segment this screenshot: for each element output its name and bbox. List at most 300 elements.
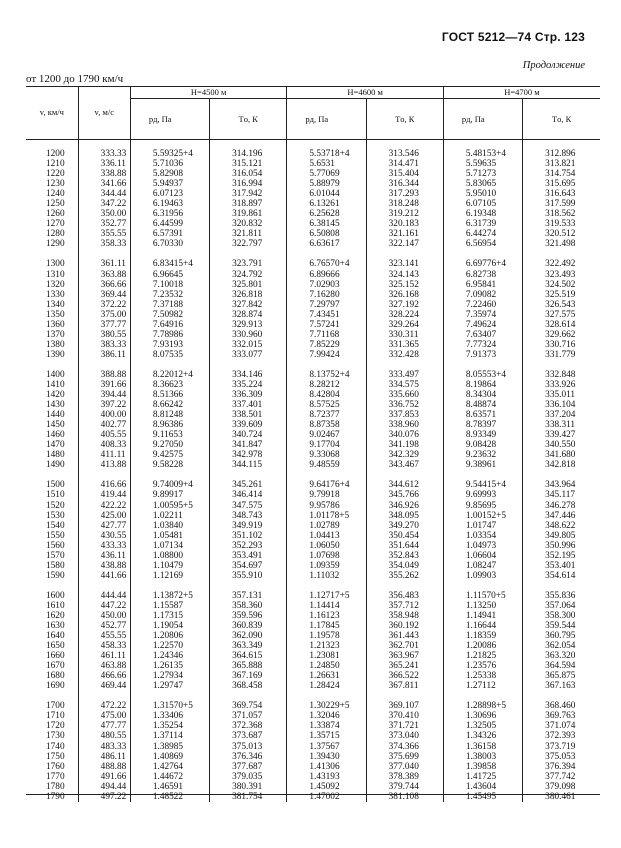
cell-temperature-h4700: 341.680 [545,450,576,461]
table-row [26,239,600,249]
table-row [26,681,600,691]
cell-temperature-h4700: 333.926 [545,379,576,390]
cell-temperature-h4600: 331.365 [366,340,443,350]
cell-pressure-h4700: 7.49624 [443,320,522,330]
cell-speed-ms: 333.33 [78,149,130,159]
table-row [26,762,600,772]
cell-temperature-h4600: 335.660 [366,390,443,400]
cell-speed-kmh: 1560 [26,541,78,551]
cell-temperature-h4700: 377.742 [545,771,576,782]
cell-speed-kmh: 1210 [26,159,78,169]
cell-speed-kmh: 1590 [26,571,78,581]
cell-pressure-h4500: 7.78986 [130,330,209,340]
cell-temperature-h4600: 371.721 [366,721,443,731]
cell-pressure-h4500: 1.02211 [130,511,209,521]
block-spacer [26,470,600,480]
cell-speed-ms: 391.66 [78,380,130,390]
cell-temperature-h4500: 330.960 [210,330,287,340]
cell-pressure-h4500: 6.07123 [130,189,209,199]
cell-temperature-h4600: 367.811 [366,681,443,691]
cell-temperature-h4500: 364.615 [210,651,287,661]
cell-pressure-h4500: 6.57391 [130,229,209,239]
cell-temperature-h4700: 354.614 [545,570,576,581]
cell-pressure-h4600: 1.32046 [287,711,366,721]
cell-temperature-h4500: 359.596 [210,611,287,621]
cell-speed-kmh: 1680 [26,671,78,681]
cell-temperature-h4500: 375.013 [210,742,287,752]
cell-temperature-h4700: 379.098 [545,781,576,792]
cell-temperature-h4500: 368.458 [210,681,287,691]
cell-speed-kmh: 1450 [26,420,78,430]
cell-temperature-h4700: 350.996 [545,540,576,551]
cell-temperature-h4500: 335.224 [210,380,287,390]
cell-temperature-h4600: 328.224 [366,310,443,320]
cell-temperature-h4700: 360.795 [545,631,576,642]
cell-speed-ms: 377.77 [78,320,130,330]
cell-temperature-h4500: 369.754 [210,701,287,711]
cell-speed-kmh: 1500 [26,480,78,490]
cell-pressure-h4700: 5.95010 [443,189,522,199]
cell-speed-ms: 338.88 [78,169,130,179]
cell-pressure-h4700: 9.38961 [443,460,522,470]
cell-pressure-h4700: 1.09903 [443,571,522,581]
cell-speed-ms: 486.11 [78,752,130,762]
cell-speed-ms: 336.11 [78,159,130,169]
block-spacer [26,581,600,591]
cell-temperature-h4700: 372.393 [545,731,576,742]
cell-pressure-h4700: 1.04973 [443,541,522,551]
cell-pressure-h4600: 1.16123 [287,611,366,621]
cell-temperature-h4600: 366.522 [366,671,443,681]
cell-pressure-h4500: 7.50982 [130,310,209,320]
cell-pressure-h4600: 1.39430 [287,752,366,762]
cell-temperature-h4600: 379.744 [366,782,443,792]
cell-temperature-h4700: 369.763 [545,711,576,722]
cell-speed-ms: 375.00 [78,310,130,320]
cell-temperature-h4600: 334.575 [366,380,443,390]
cell-pressure-h4600: 1.28424 [287,681,366,691]
cell-temperature-h4600: 354.049 [366,561,443,571]
cell-temperature-h4500: 316.994 [210,179,287,189]
cell-speed-kmh: 1320 [26,280,78,290]
cell-temperature-h4500: 365.888 [210,661,287,671]
cell-pressure-h4500: 1.05481 [130,531,209,541]
cell-pressure-h4700: 8.93349 [443,430,522,440]
cell-speed-ms: 361.11 [78,259,130,269]
cell-temperature-h4500: 377.687 [210,762,287,772]
cell-temperature-h4700: 315.695 [545,179,576,190]
cell-pressure-h4700: 6.19348 [443,209,522,219]
cell-pressure-h4700: 7.35974 [443,310,522,320]
cell-speed-kmh: 1670 [26,661,78,671]
cell-speed-kmh: 1220 [26,169,78,179]
cell-pressure-h4500: 6.44599 [130,219,209,229]
cell-temperature-h4700: 324.502 [545,279,576,290]
cell-temperature-h4600: 357.712 [366,601,443,611]
cell-pressure-h4600: 1.12717+5 [287,591,366,601]
table-row [26,290,600,300]
cell-pressure-h4600: 7.43451 [287,310,366,320]
cell-speed-kmh: 1530 [26,511,78,521]
cell-pressure-h4600: 9.02467 [287,430,366,440]
cell-speed-kmh: 1730 [26,731,78,741]
cell-pressure-h4500: 5.59325+4 [130,149,209,159]
cell-temperature-h4600: 337.853 [366,410,443,420]
cell-speed-kmh: 1270 [26,219,78,229]
cell-temperature-h4500: 328.874 [210,310,287,320]
cell-speed-kmh: 1390 [26,350,78,360]
cell-temperature-h4500: 354.697 [210,561,287,571]
cell-pressure-h4600: 1.19578 [287,631,366,641]
cell-pressure-h4600: 6.13261 [287,199,366,209]
block-spacer [26,691,600,701]
cell-pressure-h4600: 1.23081 [287,651,366,661]
cell-pressure-h4600: 1.37567 [287,742,366,752]
block-spacer [26,360,600,370]
cell-temperature-h4700: 357.064 [545,600,576,611]
cell-temperature-h4700: 330.716 [545,339,576,350]
cell-temperature-h4500: 315.121 [210,159,287,169]
cell-speed-ms: 427.77 [78,521,130,531]
cell-temperature-h4600: 330.311 [366,330,443,340]
cell-speed-ms: 447.22 [78,601,130,611]
cell-pressure-h4600: 5.53718+4 [287,149,366,159]
cell-pressure-h4500: 1.26135 [130,661,209,671]
table-row [26,511,600,521]
cell-speed-ms: 388.88 [78,370,130,380]
cell-speed-ms: 483.33 [78,742,130,752]
cell-pressure-h4500: 1.24346 [130,651,209,661]
column-header-pressure: pд, Па [130,99,209,140]
cell-temperature-h4700: 326.543 [545,299,576,310]
cell-pressure-h4600: 7.16280 [287,290,366,300]
cell-speed-ms: 405.55 [78,430,130,440]
cell-temperature-h4500: 332.015 [210,340,287,350]
cell-speed-kmh: 1770 [26,772,78,782]
column-group-h4600: H=4600 м [287,86,444,99]
cell-speed-kmh: 1470 [26,440,78,450]
cell-temperature-h4700: 317.599 [545,199,576,210]
cell-speed-kmh: 1510 [26,490,78,500]
cell-temperature-h4700: 338.311 [545,420,576,431]
table-row [26,300,600,310]
cell-pressure-h4600: 1.35715 [287,731,366,741]
cell-temperature-h4700: 358.300 [545,610,576,621]
cell-pressure-h4600: 8.87358 [287,420,366,430]
cell-pressure-h4600: 1.30229+5 [287,701,366,711]
cell-pressure-h4700: 1.45495 [443,792,522,802]
cell-pressure-h4500: 1.37114 [130,731,209,741]
cell-pressure-h4600: 8.57525 [287,400,366,410]
table-row [26,561,600,571]
cell-pressure-h4700: 1.18359 [443,631,522,641]
cell-pressure-h4500: 1.13872+5 [130,591,209,601]
cell-temperature-h4600: 363.967 [366,651,443,661]
cell-pressure-h4600: 1.06050 [287,541,366,551]
cell-pressure-h4500: 6.31956 [130,209,209,219]
cell-pressure-h4700: 7.22460 [443,300,522,310]
cell-temperature-h4700: 321.498 [545,239,576,250]
table-row [26,601,600,611]
cell-pressure-h4600: 6.63617 [287,239,366,249]
cell-speed-ms: 380.55 [78,330,130,340]
cell-temperature-h4700: 349.805 [545,530,576,541]
cell-pressure-h4500: 5.82908 [130,169,209,179]
cell-pressure-h4600: 1.43193 [287,772,366,782]
cell-temperature-h4700: 322.492 [545,259,576,270]
cell-temperature-h4700: 352.195 [545,550,576,561]
cell-temperature-h4500: 381.754 [210,792,287,802]
cell-speed-kmh: 1490 [26,460,78,470]
cell-pressure-h4600: 6.89666 [287,270,366,280]
cell-temperature-h4700: 347.446 [545,510,576,521]
cell-temperature-h4700: 346.278 [545,500,576,511]
table-row [26,661,600,671]
cell-pressure-h4700: 9.23632 [443,450,522,460]
cell-speed-ms: 430.55 [78,531,130,541]
cell-temperature-h4500: 334.146 [210,370,287,380]
cell-temperature-h4700: 348.622 [545,520,576,531]
cell-temperature-h4700: 371.074 [545,721,576,732]
cell-temperature-h4700: 319.533 [545,219,576,230]
table-row [26,651,600,661]
cell-pressure-h4700: 9.54415+4 [443,480,522,490]
cell-pressure-h4600: 5.77069 [287,169,366,179]
cell-speed-ms: 344.44 [78,189,130,199]
cell-temperature-h4600: 370.410 [366,711,443,721]
cell-speed-ms: 452.77 [78,621,130,631]
cell-pressure-h4600: 8.42804 [287,390,366,400]
column-header-pressure: pд, Па [443,99,522,140]
cell-temperature-h4700: 368.460 [545,701,576,712]
cell-pressure-h4700: 9.85695 [443,501,522,511]
cell-temperature-h4500: 372.368 [210,721,287,731]
cell-pressure-h4700: 1.03354 [443,531,522,541]
cell-speed-ms: 438.88 [78,561,130,571]
cell-pressure-h4500: 5.94937 [130,179,209,189]
table-row [26,772,600,782]
cell-speed-kmh: 1520 [26,501,78,511]
cell-speed-kmh: 1690 [26,681,78,691]
table-row [26,631,600,641]
column-group-h4700: H=4700 м [443,86,600,99]
cell-pressure-h4700: 7.91373 [443,350,522,360]
cell-pressure-h4600: 1.47002 [287,792,366,802]
table-row [26,420,600,430]
cell-pressure-h4700: 8.48874 [443,400,522,410]
cell-speed-ms: 455.55 [78,631,130,641]
table-row [26,280,600,290]
cell-pressure-h4700: 1.21825 [443,651,522,661]
cell-pressure-h4500: 8.22012+4 [130,370,209,380]
table-row [26,752,600,762]
cell-pressure-h4500: 1.12169 [130,571,209,581]
cell-temperature-h4600: 352.843 [366,551,443,561]
cell-speed-ms: 436.11 [78,551,130,561]
cell-speed-kmh: 1620 [26,611,78,621]
table-row [26,320,600,330]
cell-pressure-h4500: 1.33406 [130,711,209,721]
cell-speed-ms: 433.33 [78,541,130,551]
cell-speed-kmh: 1230 [26,179,78,189]
cell-speed-ms: 419.44 [78,490,130,500]
cell-temperature-h4600: 338.960 [366,420,443,430]
cell-temperature-h4500: 321.811 [210,229,287,239]
cell-temperature-h4600: 369.107 [366,701,443,711]
cell-temperature-h4600: 325.152 [366,280,443,290]
cell-pressure-h4500: 6.19463 [130,199,209,209]
cell-pressure-h4700: 1.28898+5 [443,701,522,711]
cell-speed-kmh: 1330 [26,290,78,300]
table-row [26,551,600,561]
table-row [26,410,600,420]
column-header-pressure: pд, Па [287,99,366,140]
table-body [26,140,600,802]
cell-temperature-h4700: 332.848 [545,369,576,380]
cell-temperature-h4700: 312.896 [545,149,576,159]
cell-pressure-h4500: 1.22570 [130,641,209,651]
cell-temperature-h4700: 323.493 [545,269,576,280]
cell-pressure-h4500: 1.03840 [130,521,209,531]
cell-pressure-h4600: 7.02903 [287,280,366,290]
cell-speed-kmh: 1540 [26,521,78,531]
cell-pressure-h4600: 9.95786 [287,501,366,511]
cell-temperature-h4500: 325.801 [210,280,287,290]
cell-pressure-h4600: 1.17845 [287,621,366,631]
cell-temperature-h4600: 381.108 [366,792,443,802]
cell-temperature-h4500: 355.910 [210,571,287,581]
cell-speed-kmh: 1290 [26,239,78,249]
cell-temperature-h4700: 329.662 [545,329,576,340]
cell-temperature-h4500: 333.077 [210,350,287,360]
cell-temperature-h4600: 321.161 [366,229,443,239]
cell-temperature-h4600: 345.766 [366,490,443,500]
cell-pressure-h4600: 7.29797 [287,300,366,310]
cell-temperature-h4500: 373.687 [210,731,287,741]
cell-temperature-h4700: 316.643 [545,189,576,200]
cell-pressure-h4600: 8.28212 [287,380,366,390]
cell-speed-kmh: 1610 [26,601,78,611]
cell-pressure-h4700: 8.19864 [443,380,522,390]
speed-range-caption: от 1200 до 1790 км/ч [26,73,124,85]
cell-pressure-h4700: 9.08428 [443,440,522,450]
cell-temperature-h4600: 323.141 [366,259,443,269]
column-header-v-kmh: v, км/ч [26,86,78,140]
cell-pressure-h4700: 1.27112 [443,681,522,691]
block-spacer [26,249,600,259]
cell-pressure-h4700: 7.63407 [443,330,522,340]
table-row [26,199,600,209]
cell-pressure-h4600: 6.25628 [287,209,366,219]
cell-speed-kmh: 1240 [26,189,78,199]
cell-pressure-h4700: 8.63571 [443,410,522,420]
cell-pressure-h4600: 9.64176+4 [287,480,366,490]
cell-speed-kmh: 1790 [26,792,78,802]
table-row [26,611,600,621]
cell-pressure-h4700: 6.44274 [443,229,522,239]
cell-temperature-h4600: 341.198 [366,440,443,450]
cell-temperature-h4500: 317.942 [210,189,287,199]
cell-pressure-h4700: 9.69993 [443,490,522,500]
cell-pressure-h4600: 8.72377 [287,410,366,420]
cell-temperature-h4500: 363.349 [210,641,287,651]
cell-speed-ms: 372.22 [78,300,130,310]
column-header-temperature: Tо, К [210,99,287,140]
table-row [26,501,600,511]
cell-pressure-h4500: 9.74009+4 [130,480,209,490]
cell-temperature-h4700: 364.594 [545,661,576,672]
cell-pressure-h4600: 1.09359 [287,561,366,571]
cell-temperature-h4500: 329.913 [210,320,287,330]
cell-pressure-h4600: 1.11032 [287,571,366,581]
cell-temperature-h4700: 318.562 [545,209,576,220]
cell-speed-ms: 355.55 [78,229,130,239]
cell-speed-ms: 397.22 [78,400,130,410]
cell-speed-kmh: 1700 [26,701,78,711]
cell-pressure-h4500: 1.42764 [130,762,209,772]
cell-pressure-h4600: 1.01178+5 [287,511,366,521]
block-spacer [26,140,600,150]
cell-pressure-h4700: 1.23576 [443,661,522,671]
cell-temperature-h4600: 336.752 [366,400,443,410]
cell-pressure-h4600: 7.85229 [287,340,366,350]
cell-speed-kmh: 1430 [26,400,78,410]
cell-pressure-h4700: 8.34304 [443,390,522,400]
cell-speed-ms: 402.77 [78,420,130,430]
cell-speed-kmh: 1260 [26,209,78,219]
cell-pressure-h4700: 1.39858 [443,762,522,772]
cell-temperature-h4600: 342.329 [366,450,443,460]
cell-pressure-h4500: 7.64916 [130,320,209,330]
cell-pressure-h4700: 1.38003 [443,752,522,762]
cell-pressure-h4600: 9.48559 [287,460,366,470]
cell-pressure-h4600: 1.02789 [287,521,366,531]
cell-speed-ms: 352.77 [78,219,130,229]
cell-temperature-h4600: 346.926 [366,501,443,511]
cell-temperature-h4500: 338.501 [210,410,287,420]
cell-temperature-h4700: 336.104 [545,400,576,411]
table-row [26,350,600,360]
table-row [26,782,600,792]
cell-temperature-h4500: 379.035 [210,772,287,782]
cell-speed-kmh: 1370 [26,330,78,340]
cell-pressure-h4500: 1.46591 [130,782,209,792]
cell-temperature-h4700: 363.320 [545,651,576,662]
cell-temperature-h4600: 361.443 [366,631,443,641]
cell-speed-kmh: 1460 [26,430,78,440]
table-row [26,380,600,390]
cell-speed-kmh: 1660 [26,651,78,661]
cell-pressure-h4600: 7.57241 [287,320,366,330]
cell-speed-ms: 394.44 [78,390,130,400]
cell-speed-kmh: 1630 [26,621,78,631]
cell-temperature-h4700: 313.821 [545,159,576,170]
table-row [26,179,600,189]
cell-temperature-h4500: 339.609 [210,420,287,430]
cell-temperature-h4500: 351.102 [210,531,287,541]
cell-speed-kmh: 1310 [26,270,78,280]
cell-temperature-h4600: 314.471 [366,159,443,169]
cell-temperature-h4700: 342.818 [545,460,576,471]
cell-pressure-h4700: 6.69776+4 [443,259,522,269]
cell-pressure-h4700: 1.00152+5 [443,511,522,521]
cell-pressure-h4500: 1.20806 [130,631,209,641]
cell-speed-ms: 466.66 [78,671,130,681]
cell-pressure-h4500: 9.89917 [130,490,209,500]
cell-temperature-h4700: 340.550 [545,440,576,451]
cell-pressure-h4500: 8.66242 [130,400,209,410]
cell-pressure-h4500: 8.81248 [130,410,209,420]
